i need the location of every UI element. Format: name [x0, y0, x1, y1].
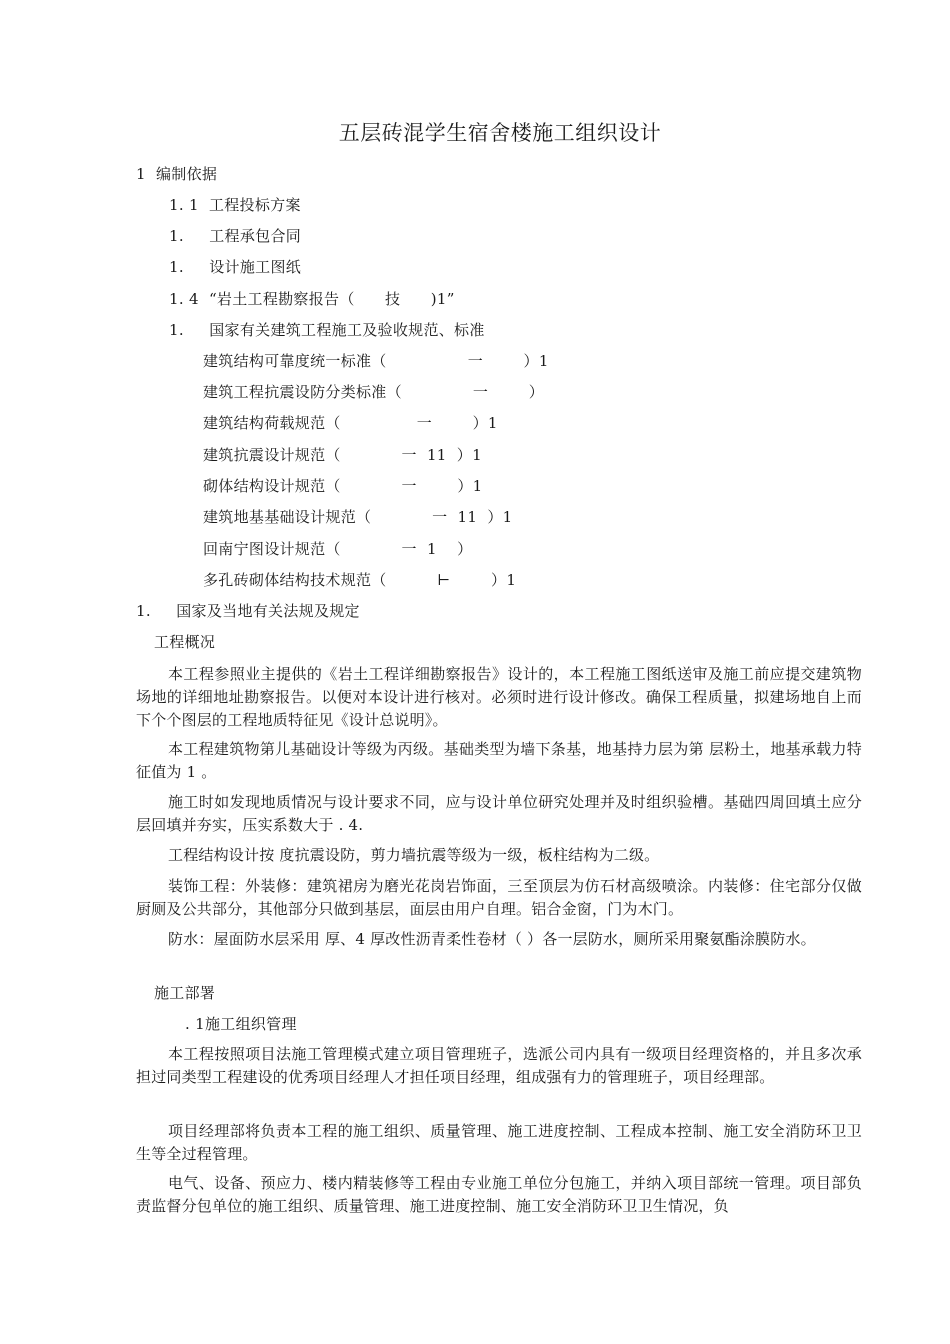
standard-item: 建筑结构荷载规范（ 一 ）1 — [203, 414, 498, 432]
standard-item: 回南宁图设计规范（ 一 1 ） — [203, 540, 473, 558]
basis-item-2: 1. 工程承包合同 — [169, 227, 302, 245]
standard-item: 建筑工程抗震设防分类标准（ 一 ） — [203, 383, 544, 401]
overview-paragraph-5: 装饰工程：外装修：建筑裙房为磨光花岗岩饰面，三至顶层为仿石材高级喷涂。内装修：住宅部分仅做厨厕及公共部分，其他部分只做到基层，面层由用户自理。铝合金窗，门为木门。 — [136, 877, 862, 918]
subsection-heading-management: . 1施工组织管理 — [185, 1015, 297, 1033]
standard-item: 建筑抗震设计规范（ 一 11 ）1 — [203, 446, 482, 464]
section-heading-overview: 工程概况 — [154, 633, 216, 651]
overview-paragraph-4: 工程结构设计按 度抗震设防，剪力墙抗震等级为一级，板柱结构为二级。 — [168, 846, 660, 864]
standard-item: 砌体结构设计规范（ 一 ）1 — [203, 477, 483, 495]
overview-paragraph-3: 施工时如发现地质情况与设计要求不同，应与设计单位研究处理并及时组织验槽。基础四周回填土应分层回填并夯实，压实系数大于 . 4. — [136, 793, 862, 834]
section-heading-deployment: 施工部署 — [154, 984, 216, 1002]
standard-item: 多孔砖砌体结构技术规范（ ⊢ ）1 — [203, 571, 517, 589]
deployment-paragraph-3: 电气、设备、预应力、楼内精装修等工程由专业施工单位分包施工，并纳入项目部统一管理。项目部负责监督分包单位的施工组织、质量管理、施工进度控制、施工安全消防环卫卫生情况，负 — [136, 1174, 862, 1215]
basis-item-5: 1. 国家有关建筑工程施工及验收规范、标准 — [169, 321, 485, 339]
section-heading-basis: 1 编制依据 — [136, 165, 218, 183]
standard-item: 建筑地基基础设计规范（ 一 11 ）1 — [203, 508, 513, 526]
deployment-paragraph-2: 项目经理部将负责本工程的施工组织、质量管理、施工进度控制、工程成本控制、施工安全消防环卫卫生等全过程管理。 — [136, 1122, 862, 1163]
overview-paragraph-2: 本工程建筑物第儿基础设计等级为丙级。基础类型为墙下条基，地基持力层为第 层粉土，地基承载力特征值为 1 。 — [136, 740, 862, 781]
standard-item: 建筑结构可靠度统一标准（ 一 ）1 — [203, 352, 549, 370]
basis-item-1: 1. 1 工程投标方案 — [169, 196, 301, 214]
basis-item-3: 1. 设计施工图纸 — [169, 258, 302, 276]
overview-paragraph-1: 本工程参照业主提供的《岩土工程详细勘察报告》设计的，本工程施工图纸送审及施工前应提交建筑物场地的详细地址勘察报告。以便对本设计进行核对。必须时进行设计修改。确保工程质量，拟建场地自上而下个个图层的工程地质特征见《设计总说明》。 — [136, 665, 862, 729]
basis-item-4: 1. 4 “岩土工程勘察报告（ 技 )1” — [169, 290, 455, 308]
deployment-paragraph-1: 本工程按照项目法施工管理模式建立项目管理班子，选派公司内具有一级项目经理资格的，并且多次承担过同类型工程建设的优秀项目经理人才担任项目经理，组成强有力的管理班子，项目经理部。 — [136, 1045, 862, 1086]
overview-paragraph-6: 防水：屋面防水层采用 厚、4 厚改性沥青柔性卷材（ ）各一层防水，厕所采用聚氨酯涂膜防水。 — [168, 930, 816, 948]
basis-item-6: 1. 国家及当地有关法规及规定 — [136, 602, 360, 620]
document-title: 五层砖混学生宿舍楼施工组织设计 — [338, 121, 662, 145]
